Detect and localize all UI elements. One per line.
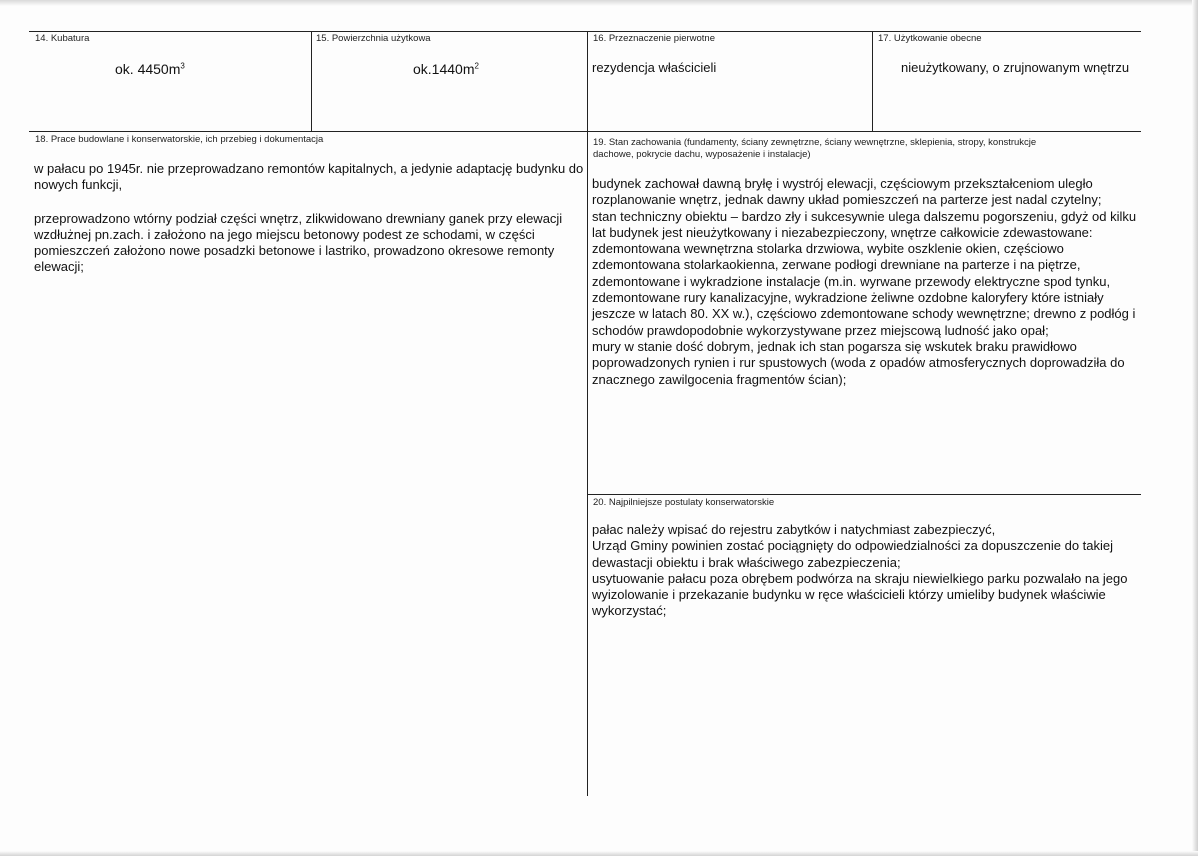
field-20-text — [592, 522, 1134, 620]
field-16-value: rezydencja właścicieli — [592, 60, 717, 75]
paragraph: Urząd Gminy powinien zostać pociągnięty do odpowiedzialności za dopuszczenie do takiej dewastacji obiektu i brak właściwego zabezpieczenia; — [592, 538, 1114, 570]
paragraph: w pałacu po 1945r. nie przeprowadzano remontów kapitalnych, a jedynie adaptację budynku do nowych funkcji, — [34, 161, 584, 193]
paragraph: usytuowanie pałacu poza obrębem podwórza na skraju niewielkiego parku pozwalało na jego wyizolowanie i przekazanie budynku w ręce właścicieli którzy umieliby budynek właściwie wykorzystać; — [592, 570, 1128, 619]
field-18-text — [34, 161, 584, 276]
field-14-value — [115, 61, 185, 77]
field-17-label: 17. Użytkowanie obecne — [878, 33, 982, 44]
volume-value: ok. 4450m — [115, 61, 181, 77]
field-19-text — [592, 176, 1140, 388]
area-value: ok.1440m — [413, 61, 475, 77]
table-line — [311, 31, 312, 131]
field-17-value: nieużytkowany, o zrujnowanym wnętrzu — [901, 60, 1130, 75]
scan-edge — [1192, 0, 1198, 856]
field-20-label: 20. Najpilniejsze postulaty konserwatorskie — [593, 497, 775, 508]
field-14-label: 14. Kubatura — [35, 33, 90, 44]
table-line — [29, 31, 1141, 32]
field-15-label: 15. Powierzchnia użytkowa — [316, 33, 431, 44]
table-line — [587, 31, 588, 796]
paragraph: mury w stanie dość dobrym, jednak ich stan pogarsza się wskutek braku prawidłowo poprowadzonych rynien i rur spustowych (woda z opadów atmosferycznych doprowadziła do znacznego zawilgocenia fragmentów ścian); — [592, 338, 1125, 387]
scan-edge — [0, 851, 1198, 856]
field-19-label: 19. Stan zachowania (fundamenty, ściany zewnętrzne, ściany wewnętrzne, sklepienia, stropy, konstrukcje dachowe, pokrycie dachu, wyposażenie i instalacje) — [593, 137, 1037, 160]
table-line — [587, 494, 1141, 495]
paragraph: stan techniczny obiektu – bardzo zły i sukcesywnie ulega dalszemu pogorszeniu, gdyż od kilku lat budynek jest nieużytkowany i niezabezpieczony, wnętrze całkowicie zdewastowane: zdemontowana wewnętrzna stolarka drzwiowa, wybite oszklenie okien, częściowo zdemontowana stolarkaokienna, zerwane podłogi drewniane na parterze i na piętrze, zdemontowane i wykradzione instalacje (m.in. wyrwane przewody elektryczne spod tynku, zdemontowane rury kanalizacyjne, wykradzione żeliwne ozdobne kaloryfery które istniały jeszcze w latach 80. XX w.), częściowo zdemontowane schody wewnętrzne; drewno z podłóg i schodów prawdopodobnie wykorzystywane przez miejscową ludność jako opał; — [592, 208, 1137, 338]
area-unit-superscript: 2 — [474, 61, 479, 71]
field-16-label: 16. Przeznaczenie pierwotne — [593, 33, 715, 44]
table-line — [29, 131, 1141, 132]
paragraph: przeprowadzono wtórny podział części wnętrz, zlikwidowano drewniany ganek przy elewacji wzdłużnej pn.zach. i założono na jego miejscu betonowy podest ze schodami, w części pomieszczeń założono nowe posadzki betonowe i lastriko, prowadzono okresowe remonty elewacji; — [34, 210, 563, 275]
table-line — [872, 31, 873, 131]
field-18-label: 18. Prace budowlane i konserwatorskie, ich przebieg i dokumentacja — [35, 134, 324, 145]
paragraph: pałac należy wpisać do rejestru zabytków i natychmiast zabezpieczyć, — [592, 522, 996, 537]
volume-unit-superscript: 3 — [180, 61, 185, 71]
scan-edge — [0, 0, 1198, 6]
field-15-value — [413, 61, 479, 77]
paragraph: budynek zachował dawną bryłę i wystrój elewacji, częściowym przekształceniom uległo rozplanowanie wnętrz, jednak dawny układ pomieszczeń na parterze jest nadal czytelny; — [592, 176, 1102, 208]
